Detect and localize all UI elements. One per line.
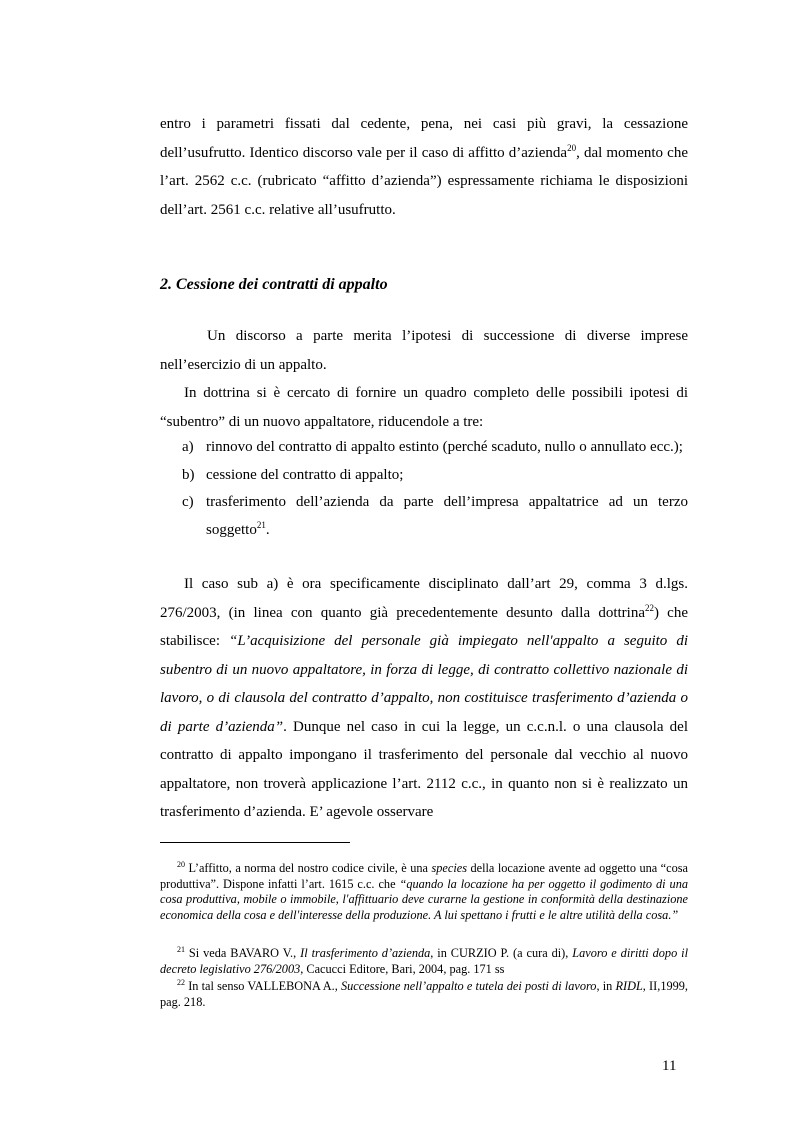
footnote-number: 20 xyxy=(177,860,185,869)
hypotheses-list xyxy=(182,434,688,544)
footnote-ref-21[interactable]: 21 xyxy=(256,519,266,530)
section-heading: 2. Cessione dei contratti di appalto xyxy=(160,276,388,293)
list-item-text: trasferimento dell’azienda da parte dell’impresa appaltatrice ad un terzo soggetto xyxy=(206,494,688,538)
paragraph-text: , dal momento che l’art. 2562 c.c. (rubricato “affitto d’azienda”) espressamente richiama le disposizioni dell’art. 2561 c.c. relative all’usufrutto. xyxy=(160,144,688,218)
list-marker: c) xyxy=(182,494,194,510)
continued-paragraph xyxy=(160,110,688,224)
footnote-text: Si veda BAVARO V., xyxy=(185,946,301,960)
paragraph-3 xyxy=(160,570,688,827)
footnote-22 xyxy=(160,979,688,1010)
list-item-text: rinnovo del contratto di appalto estinto (perché scaduto, nullo o annullato ecc.); xyxy=(206,439,683,455)
paragraph-text: ) che stabilisce: xyxy=(160,604,689,649)
paragraph-text: Il caso sub a) è ora specificamente disciplinato dall’art 29, comma 3 d.lgs. 276/2003, (in linea con quanto già precedentemente desunto dalla dottrina xyxy=(160,576,688,621)
footnote-20 xyxy=(160,861,688,923)
footnote-text: Il trasferimento d’azienda xyxy=(300,946,431,960)
paragraph-text: entro i parametri fissati dal cedente, pena, nei casi più gravi, la cessazione dell’usufrutto. Identico discorso vale per il caso di affitto d’azienda xyxy=(160,116,688,161)
paragraph-2: In dottrina si è cercato di fornire un quadro completo delle possibili ipotesi di “subentro” di un nuovo appaltatore, riducendole a tre: xyxy=(160,385,688,430)
footnote-ref-22[interactable]: 22 xyxy=(644,602,654,613)
law-quote: “L’acquisizione del personale già impiegato nell'appalto a seguito di subentro di un nuovo appaltatore, in forza di legge, di contratto collettivo nazionale di lavoro, o di clausola del contratto d’appalto, non costituisce trasferimento d’azienda o di parte d’azienda” xyxy=(160,633,688,735)
list-item xyxy=(182,434,688,462)
footnote-ref-20[interactable]: 20 xyxy=(567,142,577,153)
list-item-text: cessione del contratto di appalto; xyxy=(206,466,404,483)
footnote-text: Lavoro e diritti dopo il decreto legislativo 276/2003 xyxy=(160,946,688,976)
footnote-text: RIDL xyxy=(615,979,643,993)
list-marker: b) xyxy=(182,466,195,483)
list-item xyxy=(182,462,688,490)
paragraph-1: Un discorso a parte merita l’ipotesi di successione di diverse imprese nell’esercizio di un appalto. xyxy=(160,328,688,373)
list-item xyxy=(182,489,688,544)
footnote-quote: “quando la locazione ha per oggetto il godimento di una cosa produttiva, mobile o immobile, l'affittuario deve curarne la gestione in conformità della destinazione economica della cosa e dell'interesse della produzione. A lui spettano i frutti e le altre utilità della cosa.” xyxy=(160,876,689,922)
footnote-text: , in CURZIO P. (a cura di), xyxy=(430,946,573,960)
footnote-separator xyxy=(160,842,350,843)
paragraph-text: . Dunque nel caso in cui la legge, un c.c.n.l. o una clausola del contratto di appalto impongano il trasferimento del personale dal vecchio al nuovo appaltatore, non troverà applicazione l’art. 2112 c.c., in quanto non si è realizzato un trasferimento d’azienda. E’ agevole osservare xyxy=(160,718,688,820)
intro-paragraphs xyxy=(160,322,688,436)
footnote-text: Successione nell’appalto e tutela dei posti di lavoro xyxy=(341,979,597,993)
footnote-21 xyxy=(160,946,688,977)
footnote-text: , in xyxy=(596,979,616,993)
list-item-text: . xyxy=(265,521,270,538)
footnote-text: species xyxy=(431,861,467,875)
footnote-text: In tal senso VALLEBONA A., xyxy=(185,979,341,993)
footnote-number: 22 xyxy=(177,978,185,987)
footnote-text: della locazione avente ad oggetto una “cosa produttiva”. Dispone infatti l’art. 1615 c.c. che xyxy=(160,861,688,891)
list-marker: a) xyxy=(182,439,194,455)
footnote-number: 21 xyxy=(177,945,185,954)
footnote-text: , II,1999, pag. 218. xyxy=(160,979,688,1009)
page-number: 11 xyxy=(662,1058,677,1074)
footnote-text: L’affitto, a norma del nostro codice civile, è una xyxy=(185,861,432,875)
footnote-text: , Cacucci Editore, Bari, 2004, pag. 171 ss xyxy=(300,961,505,976)
